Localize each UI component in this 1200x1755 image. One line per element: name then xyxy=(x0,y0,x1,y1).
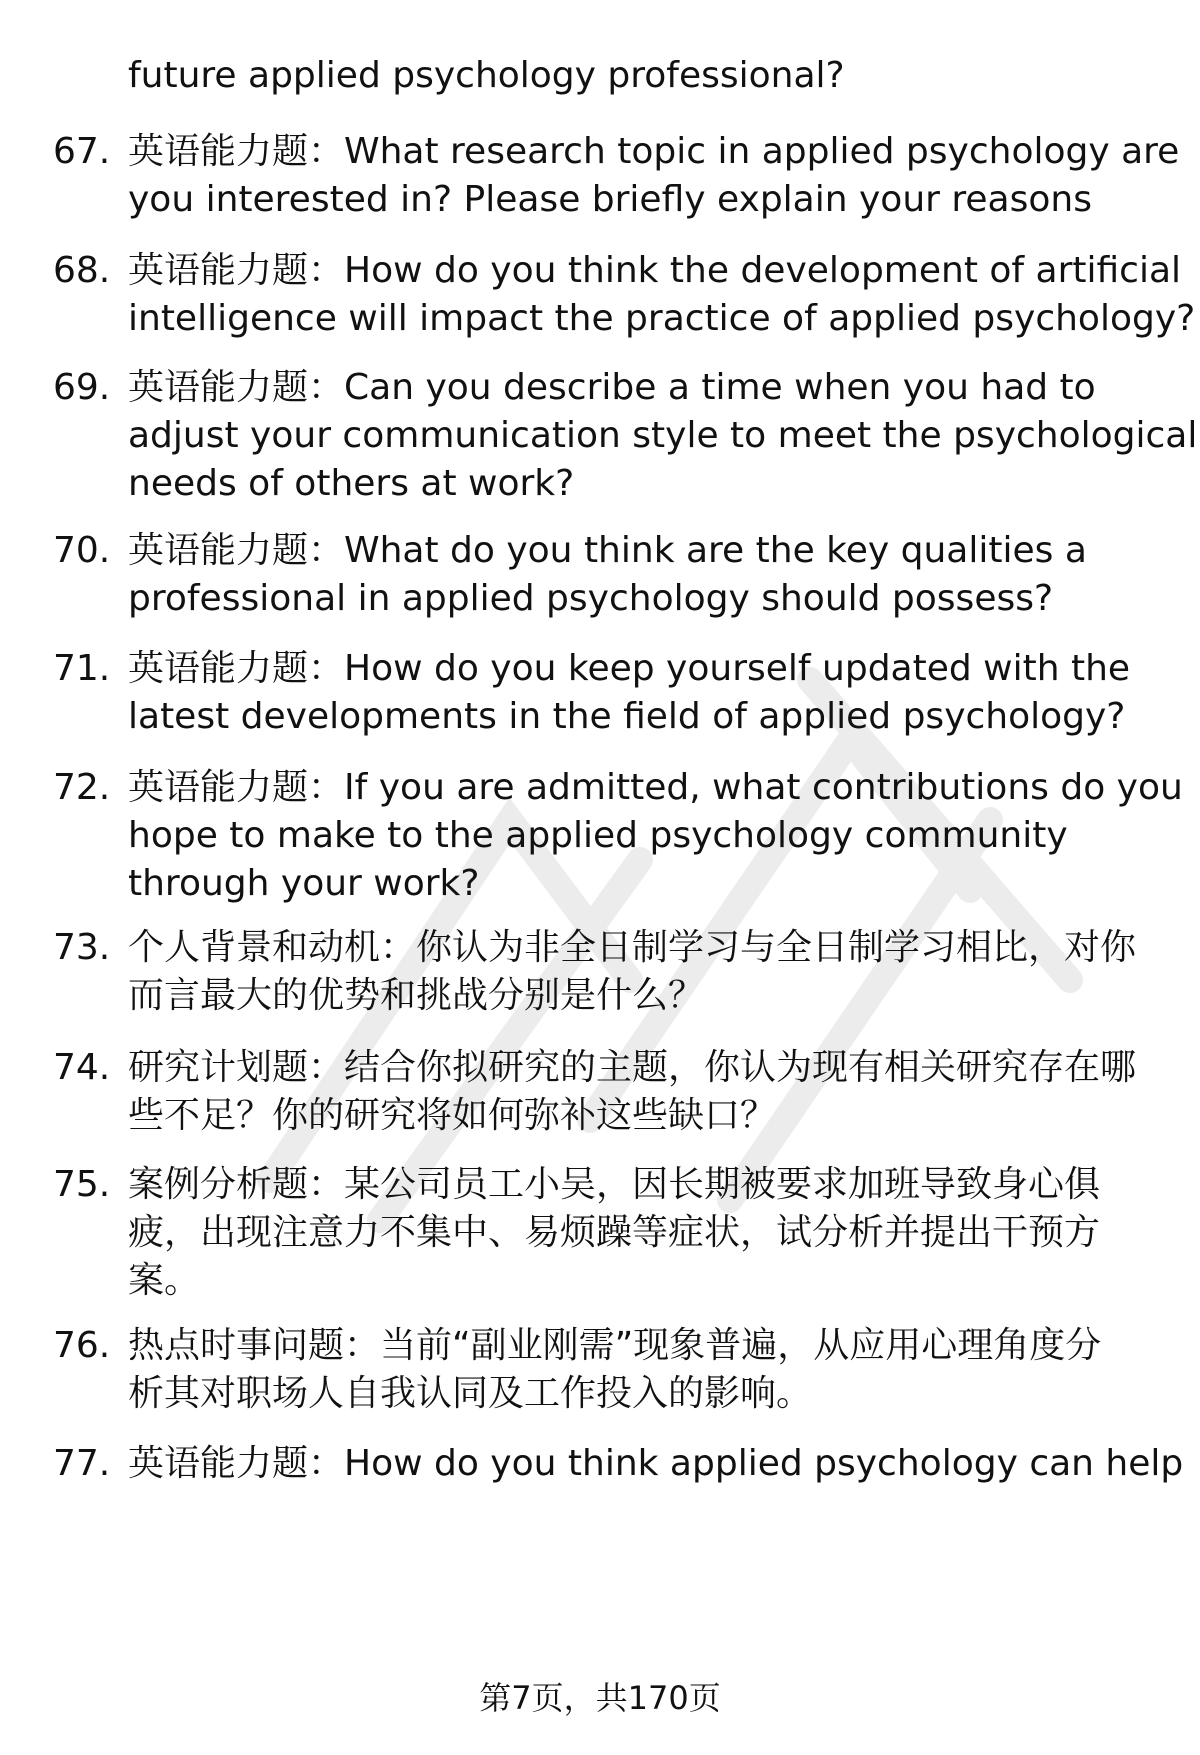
question-text-line: through your work? xyxy=(128,863,480,904)
question-text-line: 些不足？你的研究将如何弥补这些缺口？ xyxy=(128,1095,777,1136)
question-text-line: 英语能力题：What do you think are the key qualities a xyxy=(128,530,1087,571)
question-text-line: 英语能力题：What research topic in applied psychology are xyxy=(128,131,1180,172)
question-text-line: 英语能力题：How do you think applied psychology can help xyxy=(128,1443,1184,1484)
question-text-line: professional in applied psychology should possess? xyxy=(128,578,1054,619)
question-text-line: 热点时事问题：当前“副业刚需”现象普遍，从应用心理角度分 xyxy=(128,1325,1102,1366)
question-number: 70. xyxy=(53,530,111,571)
question-number: 74. xyxy=(53,1047,111,1088)
question-number: 68. xyxy=(53,250,111,291)
page-footer: 第7页，共170页 xyxy=(479,1679,721,1717)
question-number: 67. xyxy=(53,131,111,172)
question-number: 75. xyxy=(53,1164,111,1205)
question-text-line: 疲，出现注意力不集中、易烦躁等症状，试分析并提出干预方 xyxy=(128,1212,1101,1253)
question-text-line: 英语能力题：If you are admitted, what contributions do you xyxy=(128,767,1183,808)
question-number: 73. xyxy=(53,927,111,968)
question-text-line: 英语能力题：How do you keep yourself updated with the xyxy=(128,648,1131,689)
question-text-line: you interested in? Please briefly explain your reasons xyxy=(128,179,1092,220)
continuation-line: future applied psychology professional? xyxy=(128,55,845,96)
question-number: 69. xyxy=(53,367,111,408)
question-text-line: hope to make to the applied psychology community xyxy=(128,815,1068,856)
question-number: 76. xyxy=(53,1325,111,1366)
question-text-line: adjust your communication style to meet the psychological xyxy=(128,415,1198,456)
question-number: 71. xyxy=(53,648,111,689)
question-text-line: 而言最大的优势和挑战分别是什么？ xyxy=(128,975,705,1016)
question-number: 72. xyxy=(53,767,111,808)
question-text-line: latest developments in the field of applied psychology? xyxy=(128,696,1126,737)
question-text-line: intelligence will impact the practice of applied psychology? xyxy=(128,298,1196,339)
question-text-line: 研究计划题：结合你拟研究的主题，你认为现有相关研究存在哪 xyxy=(128,1047,1137,1088)
question-text-line: 个人背景和动机：你认为非全日制学习与全日制学习相比，对你 xyxy=(128,927,1137,968)
question-text-line: 案。 xyxy=(128,1260,201,1301)
question-text-line: 英语能力题：Can you describe a time when you had to xyxy=(128,367,1096,408)
question-text-line: 案例分析题：某公司员工小吴，因长期被要求加班导致身心俱 xyxy=(128,1164,1101,1205)
question-text-line: needs of others at work? xyxy=(128,463,575,504)
question-text-line: 英语能力题：How do you think the development of artificial xyxy=(128,250,1182,291)
question-text-line: 析其对职场人自我认同及工作投入的影响。 xyxy=(128,1373,813,1414)
question-number: 77. xyxy=(53,1443,111,1484)
